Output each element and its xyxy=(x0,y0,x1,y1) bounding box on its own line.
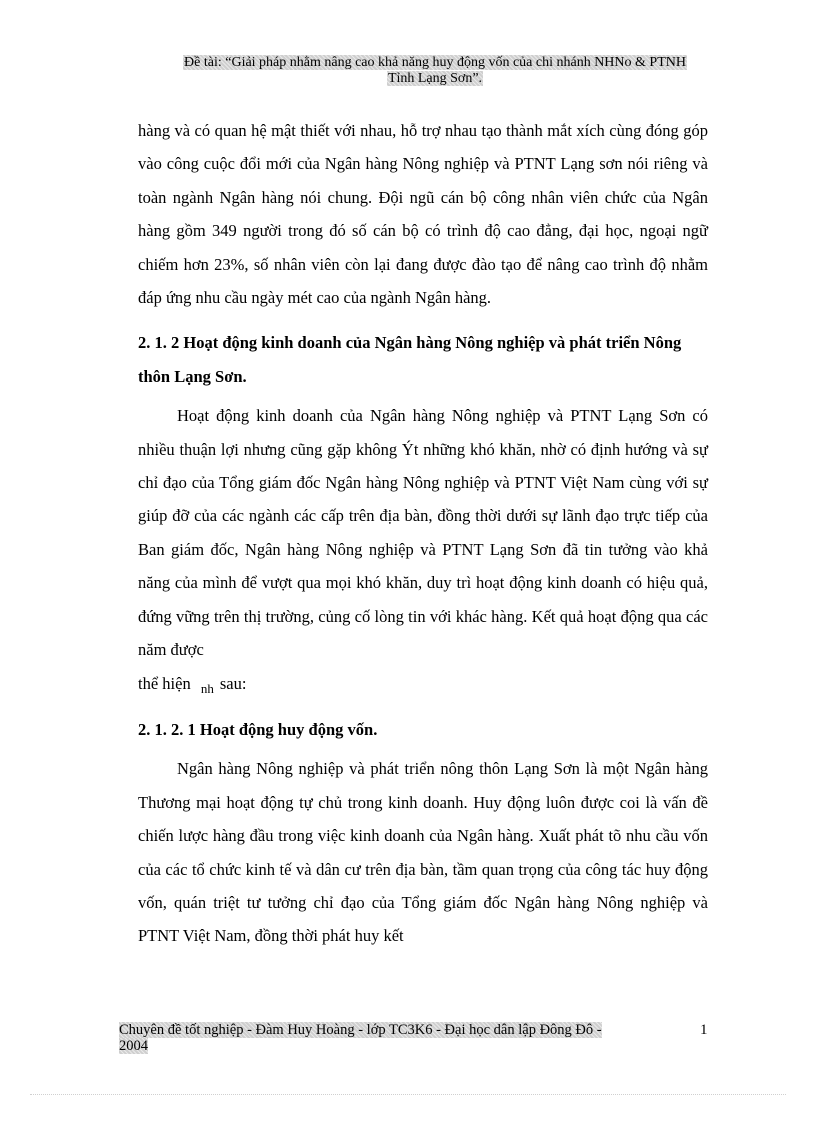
paragraph-2-text: Hoạt động kinh doanh của Ngân hàng Nông nghiệp và PTNT Lạng Sơn có nhiều thuận lợi nhưng cũng gặp không Ýt những khó khăn, nhờ có định hướng và sự chỉ đạo của Tổng giám đốc Ngân hàng Nông nghiệp và PTNT Việt Nam cùng với sự giúp đỡ của các ngành các cấp trên địa bàn, đồng thời dưới sự lãnh đạo trực tiếp của Ban giám đốc, Ngân hàng Nông nghiệp và PTNT Lạng Sơn đã tin tưởng vào khả năng của mình để vượt qua mọi khó khăn, duy trì hoạt động kinh doanh có hiệu quả, đứng vững trên thị trường, củng cố lòng tin với khác hàng. Kết quả hoạt động qua các năm được xyxy=(138,406,708,660)
paragraph-2-end-a: thể hiện xyxy=(138,673,191,693)
page-bottom-divider xyxy=(30,1094,786,1095)
footer-line-2: 2004 xyxy=(119,1038,148,1054)
paragraph-1: hàng và có quan hệ mật thiết với nhau, hỗ trợ nhau tạo thành mắt xích cùng đóng góp vào công cuộc đổi mới của Ngân hàng Nông nghiệp và PTNT Lạng sơn nói riêng và toàn ngành Ngân hàng nói chung. Đội ngũ cán bộ công nhân viên chức của Ngân hàng gồm 349 người trong đó số cán bộ có trình độ cao đẳng, đại học, ngoại ngữ chiếm hơn 23%, số nhân viên còn lại đang được đào tạo để nâng cao trình độ nhằm đáp ứng nhu cầu ngày mét cao của ngành Ngân hàng. xyxy=(138,121,708,308)
header-line-1: Đề tài: “Giải pháp nhằm nâng cao khả năng huy động vốn của chi nhánh NHNo & PTNH xyxy=(184,55,686,70)
section-heading-2-1-2: 2. 1. 2 Hoạt động kinh doanh của Ngân hàng Nông nghiệp và phát triển Nông thôn Lạng Sơn. xyxy=(138,333,682,386)
document-body xyxy=(138,114,708,953)
page-number: 1 xyxy=(700,1022,708,1038)
section-heading-2-1-2-1: 2. 1. 2. 1 Hoạt động huy động vốn. xyxy=(138,719,378,739)
paragraph-3: Ngân hàng Nông nghiệp và phát triển nông thôn Lạng Sơn là một Ngân hàng Thương mại hoạt động tự chủ trong kinh doanh. Huy động luôn được coi là vấn đề chiến lược hàng đầu trong việc kinh doanh của Ngân hàng. Xuất phát tõ nhu cầu vốn của các tổ chức kinh tế và dân cư trên địa bàn, tầm quan trọng của công tác huy động vốn, quán triệt tư tưởng chỉ đạo của Tổng giám đốc Ngân hàng Nông nghiệp và PTNT Việt Nam, đồng thời phát huy kết xyxy=(138,759,708,946)
paragraph-2-last-line xyxy=(138,667,708,701)
paragraph-2-end-c: sau: xyxy=(219,673,247,693)
footer-line-1: Chuyên đề tốt nghiệp - Đàm Huy Hoàng - lớp TC3K6 - Đại học dân lập Đông Đô - xyxy=(119,1022,602,1038)
paragraph-2 xyxy=(138,399,708,666)
header-line-2: Tỉnh Lạng Sơn”. xyxy=(387,71,483,86)
page-footer xyxy=(119,1022,659,1054)
page-header xyxy=(112,55,758,87)
paragraph-2-end-b: nh xyxy=(200,680,214,696)
